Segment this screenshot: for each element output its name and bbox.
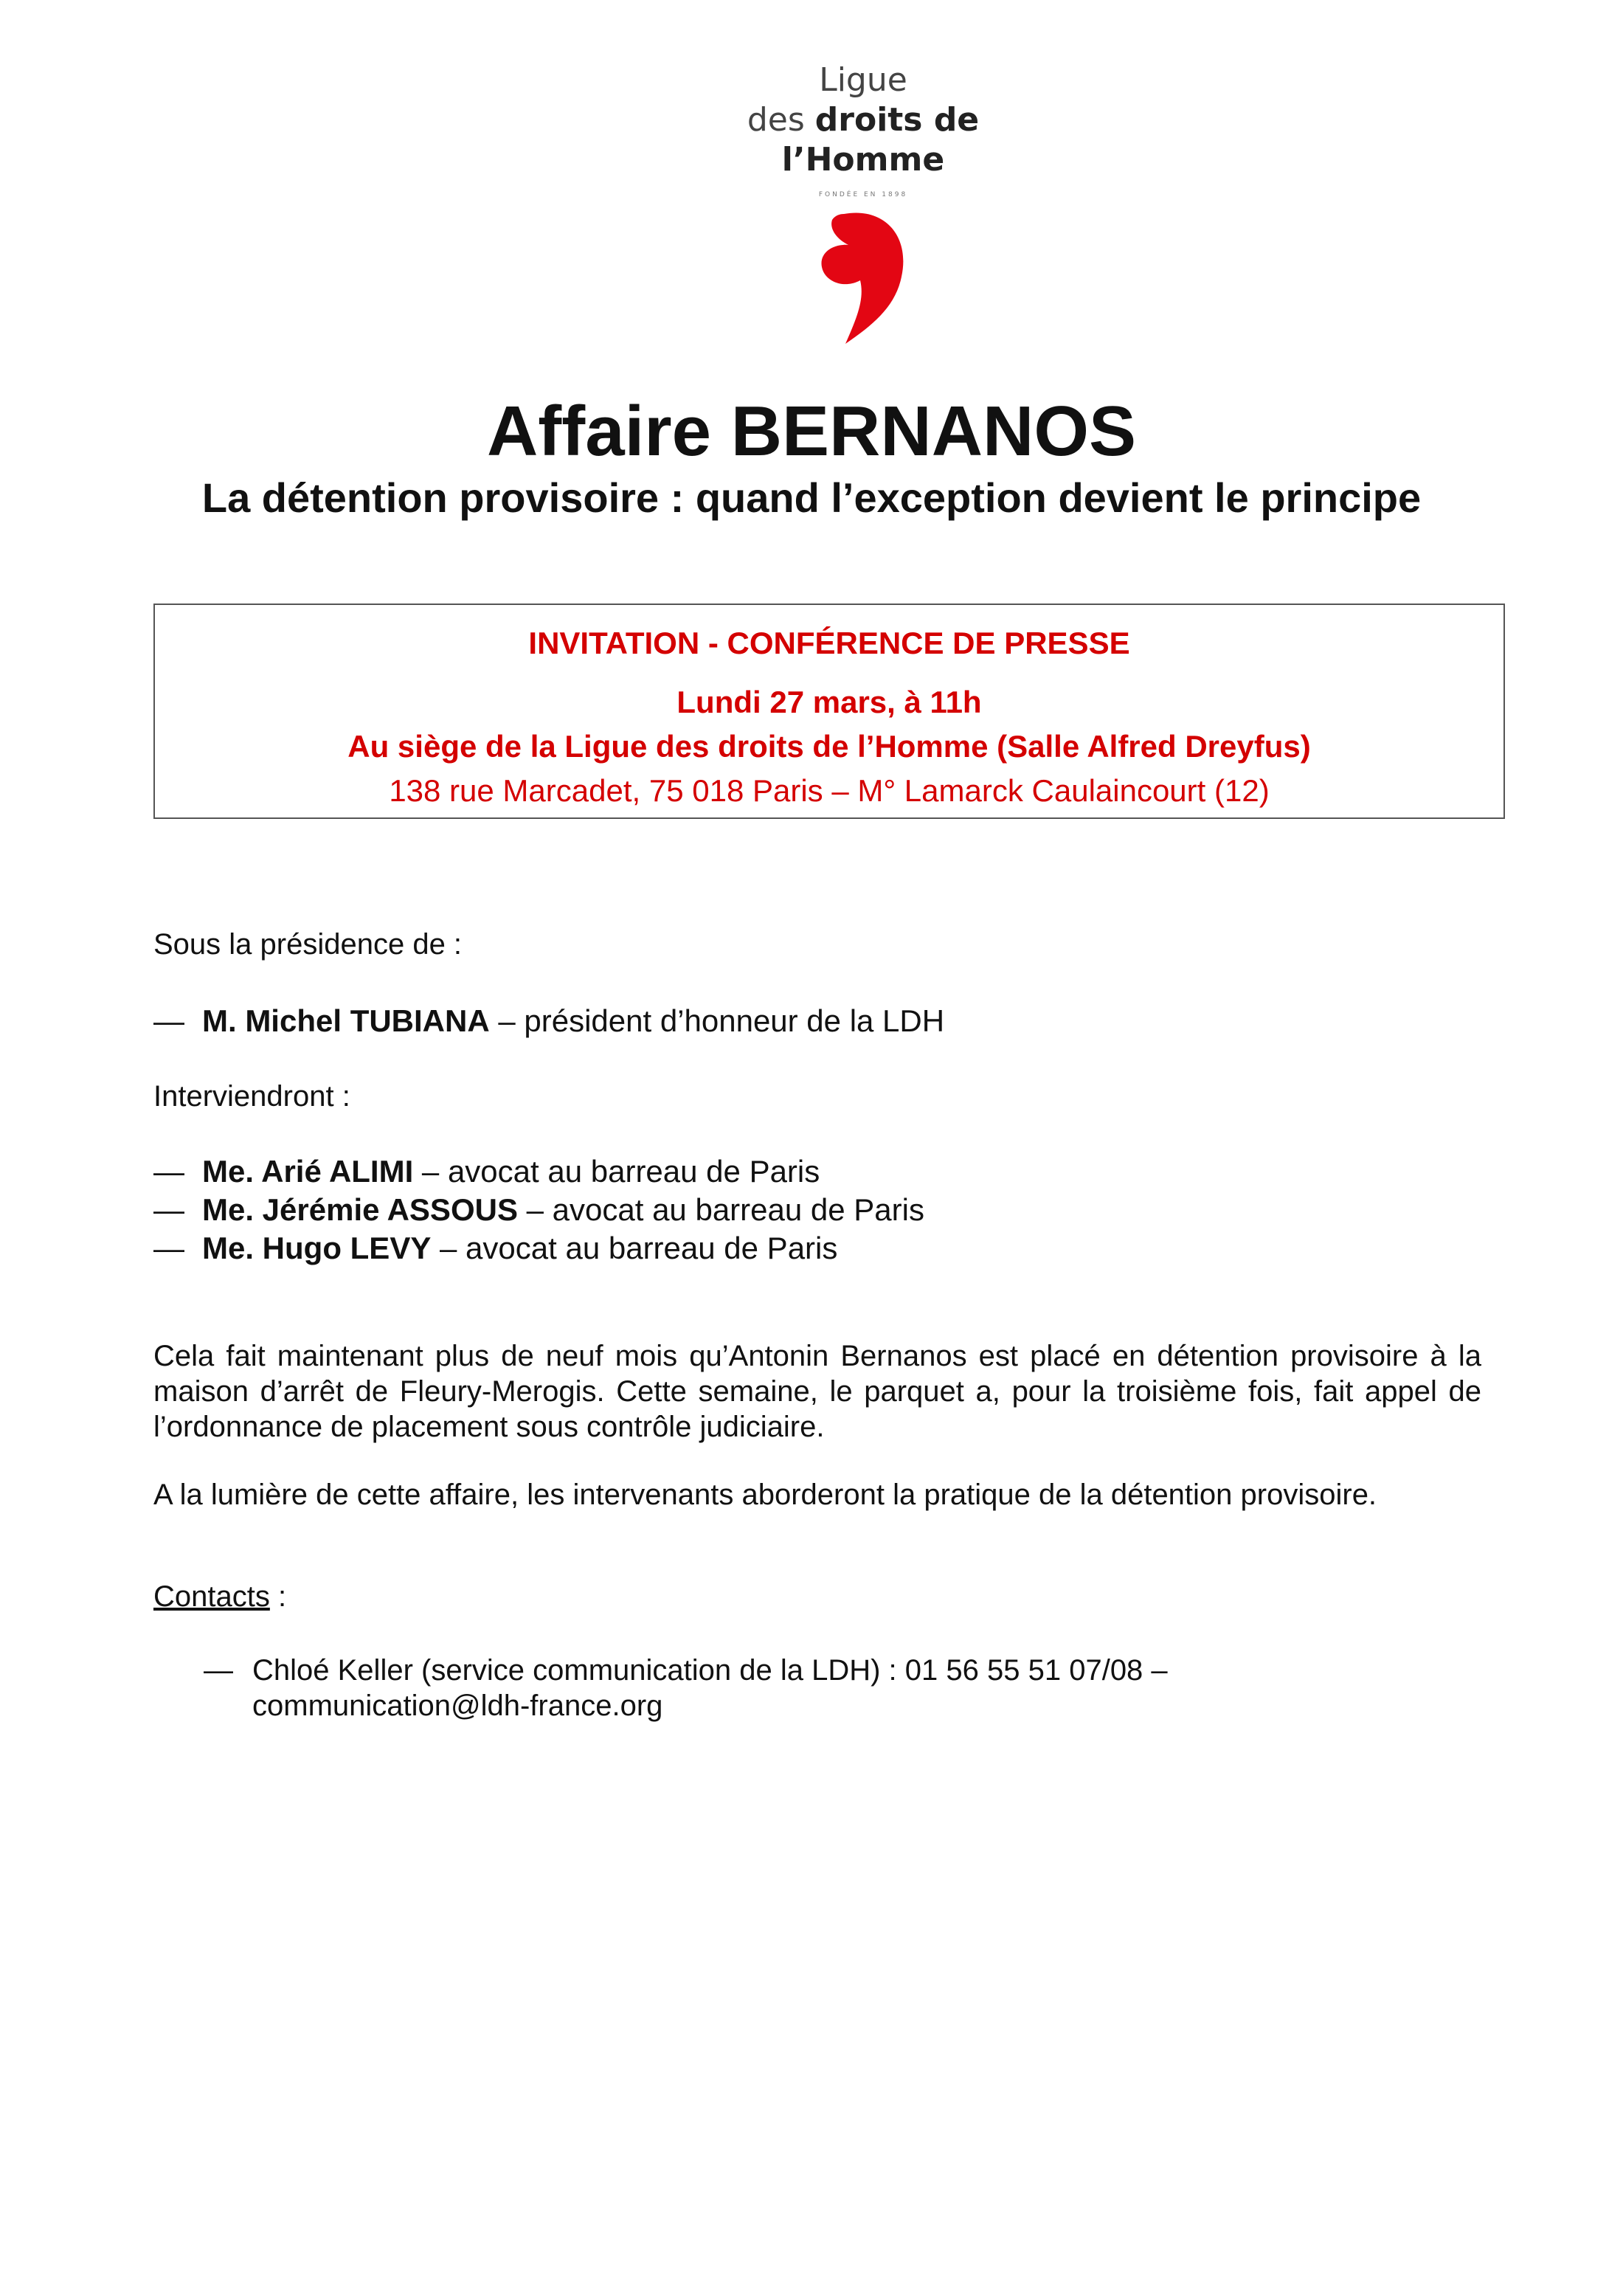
logo-tagline: FONDÉE EN 1898 [818,191,908,198]
logo-line-1: Ligue [819,61,907,99]
list-dash: — [153,1003,184,1038]
list-dash: — [153,1154,184,1189]
logo-line-3: l’Homme [781,141,945,179]
logo-mark-icon [814,207,910,347]
contacts-label: Contacts : [153,1580,287,1613]
person-role: – président d’honneur de la LDH [489,1003,945,1038]
speakers-label: Interviendront : [153,1080,350,1113]
invitation-date: Lundi 27 mars, à 11h [676,685,982,719]
list-item [153,1002,944,1040]
contact-email-link[interactable]: communication@ldh-france.org [252,1690,663,1722]
invitation-address: 138 rue Marcadet, 75 018 Paris – M° Lamarck Caulaincourt (12) [389,773,1270,808]
body-paragraph: A la lumière de cette affaire, les intervenants aborderont la pratique de la détention provisoire. [153,1479,1377,1511]
invitation-heading: INVITATION - CONFÉRENCE DE PRESSE [528,626,1130,660]
person-role: – avocat au barreau de Paris [517,1192,924,1227]
page-subtitle: La détention provisoire : quand l’exception devient le principe [201,474,1422,521]
presidency-label: Sous la présidence de : [153,928,463,961]
body-paragraph: Cela fait maintenant plus de neuf mois qu’Antonin Bernanos est placé en détention provisoire à la maison d’arrêt de Fleury-Merogis. Cette semaine, le parquet a, pour la troisième fois, fait appel de l’ordonnance de placement sous contrôle judiciaire. [153,1340,1481,1443]
list-dash: — [204,1654,233,1687]
organization-logo-text [664,60,1062,201]
contact-item [204,1653,1310,1723]
person-name: Me. Arié ALIMI [202,1154,414,1189]
person-name: Me. Jérémie ASSOUS [202,1192,518,1227]
person-role: – avocat au barreau de Paris [431,1231,838,1265]
page-title: Affaire BERNANOS [486,392,1137,471]
contact-text: Chloé Keller (service communication de la LDH) : 01 56 55 51 07/08 – [252,1654,1168,1687]
logo-mark-shape [821,212,903,344]
person-name: M. Michel TUBIANA [202,1003,490,1038]
invitation-venue: Au siège de la Ligue des droits de l’Homme (Salle Alfred Dreyfus) [347,729,1311,764]
list-item [153,1152,820,1191]
person-name: Me. Hugo LEVY [202,1231,432,1265]
list-dash: — [153,1231,184,1265]
list-item [153,1229,837,1268]
invitation-box [153,604,1505,819]
logo-line-2: des droits de [747,101,980,139]
list-dash: — [153,1192,184,1227]
list-item [153,1191,924,1229]
person-role: – avocat au barreau de Paris [413,1154,820,1189]
